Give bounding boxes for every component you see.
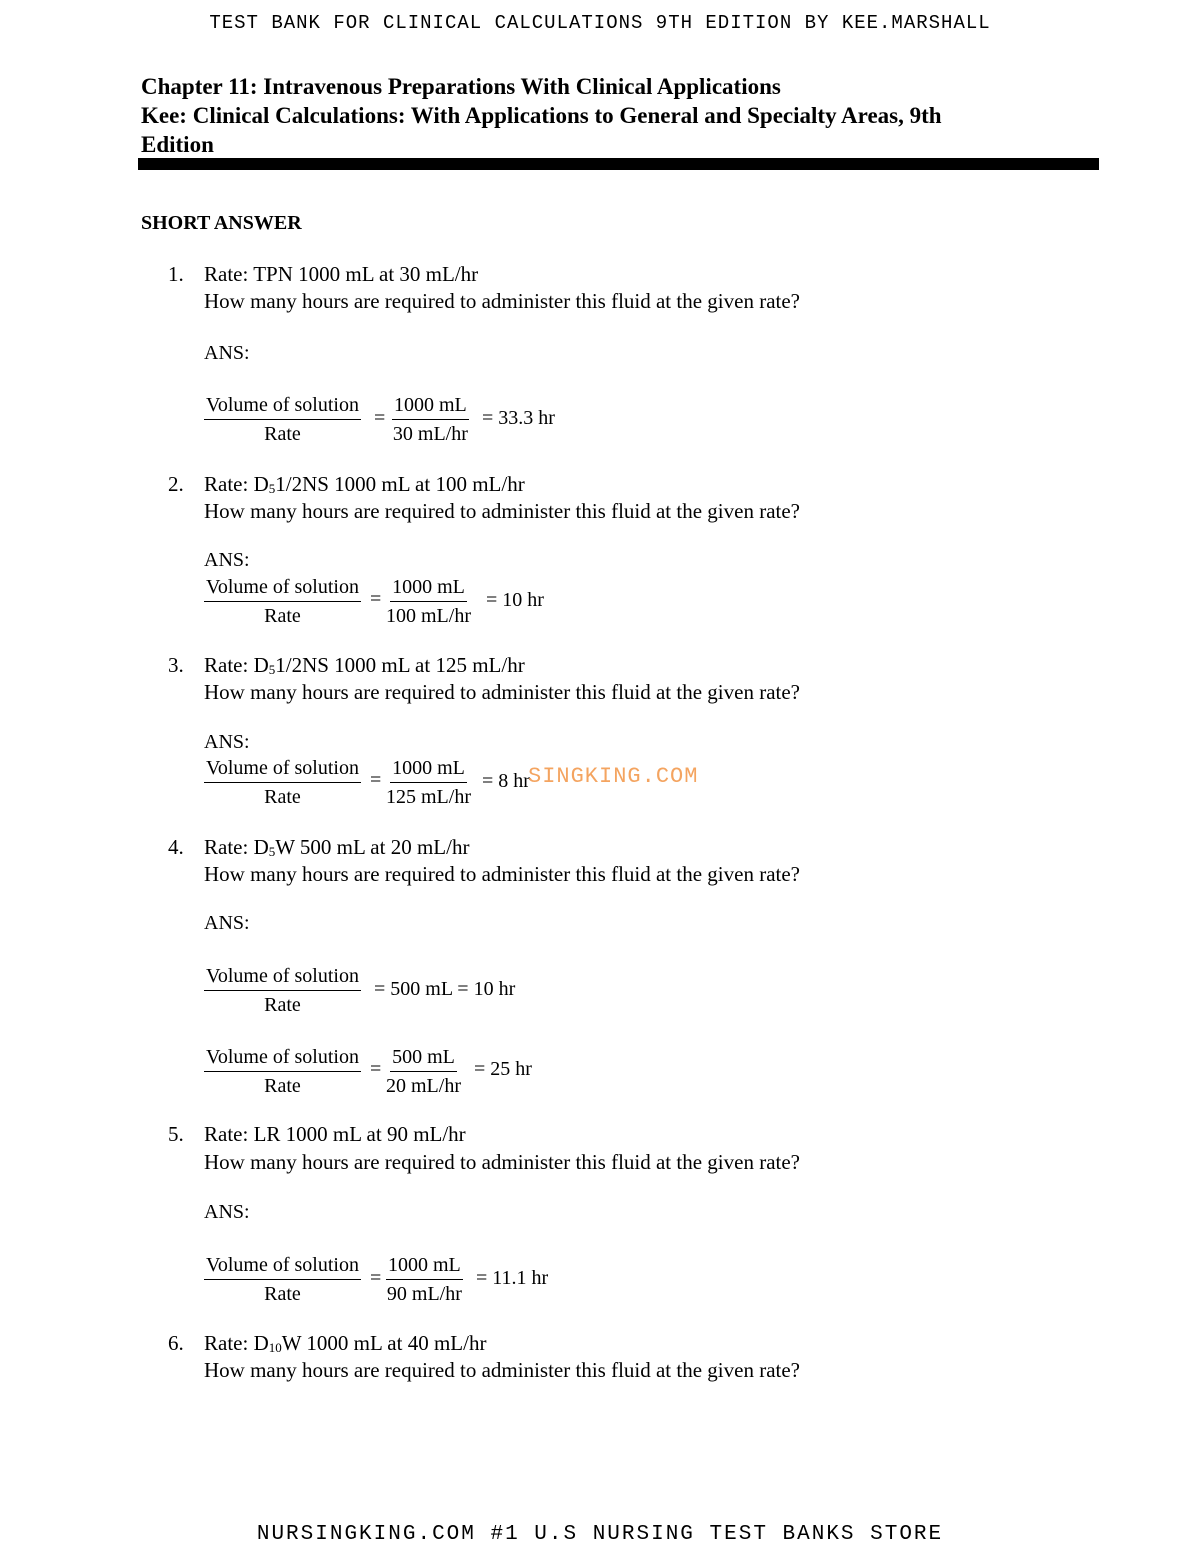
fraction-numerator: 1000 mL: [390, 575, 467, 602]
question-rate: Rate: $D_5W$ 500 mL at 20 mL/hr: [204, 835, 470, 859]
question-rate: Rate: TPN 1000 mL at 30 mL/hr: [204, 262, 479, 286]
fraction-values: [386, 1045, 461, 1098]
answer-result: = 33.3 hr: [482, 407, 555, 429]
fraction-numerator: 1000 mL: [390, 756, 467, 783]
question-text: How many hours are required to administer this fluid at the given rate?: [204, 289, 800, 313]
question-number: 1.: [168, 262, 184, 286]
fraction-volume-over-rate: [204, 964, 361, 1017]
fraction-numerator: Volume of solution: [204, 756, 361, 783]
fraction-numerator: 500 mL: [390, 1045, 457, 1072]
fraction-denominator: Rate: [264, 994, 301, 1016]
fraction-numerator: Volume of solution: [204, 1253, 361, 1280]
equals-sign: =: [370, 1058, 382, 1080]
fraction-numerator: Volume of solution: [204, 393, 361, 420]
fraction-denominator: 20 mL/hr: [386, 1075, 461, 1097]
chapter-title-block: [141, 72, 1101, 159]
answer-result: = 25 hr: [474, 1058, 532, 1080]
answer-label: ANS:: [204, 912, 250, 934]
question-text: How many hours are required to administer this fluid at the given rate?: [204, 862, 800, 886]
question-number: 5.: [168, 1122, 184, 1146]
fraction-denominator: 30 mL/hr: [392, 423, 468, 445]
equals-sign: =: [370, 1267, 382, 1289]
answer-result: = 11.1 hr: [476, 1267, 549, 1289]
answer-result: = 10 hr: [486, 589, 544, 611]
section-heading: SHORT ANSWER: [141, 212, 302, 234]
question-text: How many hours are required to administer this fluid at the given rate?: [204, 1358, 800, 1382]
title-rule: [138, 158, 1099, 170]
fraction-denominator: Rate: [264, 605, 301, 627]
equals-sign: =: [374, 407, 386, 429]
fraction-denominator: Rate: [264, 786, 301, 808]
answer-label: ANS:: [204, 549, 250, 571]
chapter-title: Chapter 11: Intravenous Preparations With Clinical Applications: [141, 74, 781, 99]
fraction-volume-over-rate: [204, 393, 361, 446]
fraction-denominator: 100 mL/hr: [386, 605, 471, 627]
fraction-denominator: 90 mL/hr: [386, 1283, 462, 1305]
question-rate: Rate: $D_{10}W$ 1000 mL at 40 mL/hr: [204, 1331, 487, 1355]
fraction-volume-over-rate: [204, 1045, 361, 1098]
fraction-values: [386, 1253, 463, 1306]
fraction-volume-over-rate: [204, 756, 361, 809]
question-number: 4.: [168, 835, 184, 859]
question-number: 2.: [168, 472, 184, 496]
answer-label: ANS:: [204, 342, 250, 364]
question-rate: Rate: $D_51/2NS$ 1000 mL at 125 mL/hr: [204, 653, 525, 677]
equals-sign: =: [370, 588, 382, 610]
fraction-numerator: Volume of solution: [204, 1045, 361, 1072]
question-rate: Rate: $D_51/2NS$ 1000 mL at 100 mL/hr: [204, 472, 525, 496]
answer-label: ANS:: [204, 731, 250, 753]
fraction-numerator: 1000 mL: [386, 1253, 463, 1280]
fraction-numerator: Volume of solution: [204, 964, 361, 991]
fraction-values: [386, 575, 471, 628]
question-text: How many hours are required to administer this fluid at the given rate?: [204, 1150, 800, 1174]
fraction-numerator: 1000 mL: [392, 393, 469, 420]
page-footer: NURSINGKING.COM #1 U.S NURSING TEST BANKS STORE: [256, 1523, 944, 1546]
fraction-denominator: Rate: [264, 1283, 301, 1305]
fraction-numerator: Volume of solution: [204, 575, 361, 602]
watermark-text: SINGKING.COM: [528, 764, 699, 789]
fraction-denominator: 125 mL/hr: [386, 786, 471, 808]
question-number: 6.: [168, 1331, 184, 1355]
answer-label: ANS:: [204, 1201, 250, 1223]
fraction-volume-over-rate: [204, 1253, 361, 1306]
fraction-values: [386, 756, 471, 809]
question-number: 3.: [168, 653, 184, 677]
book-title-edition: Edition: [141, 132, 214, 157]
question-text: How many hours are required to administer this fluid at the given rate?: [204, 499, 800, 523]
question-text: How many hours are required to administer this fluid at the given rate?: [204, 680, 800, 704]
book-title: Kee: Clinical Calculations: With Applications to General and Specialty Areas, 9th: [141, 103, 942, 128]
equals-sign: =: [370, 769, 382, 791]
fraction-volume-over-rate: [204, 575, 361, 628]
fraction-values: [392, 393, 469, 446]
page-header: TEST BANK FOR CLINICAL CALCULATIONS 9TH EDITION BY KEE.MARSHALL: [209, 12, 991, 34]
fraction-denominator: Rate: [264, 423, 301, 445]
fraction-denominator: Rate: [264, 1075, 301, 1097]
inline-answer-result: = 500 mL = 10 hr: [374, 978, 516, 1000]
answer-result: = 8 hr: [482, 770, 530, 792]
question-rate: Rate: LR 1000 mL at 90 mL/hr: [204, 1122, 466, 1146]
